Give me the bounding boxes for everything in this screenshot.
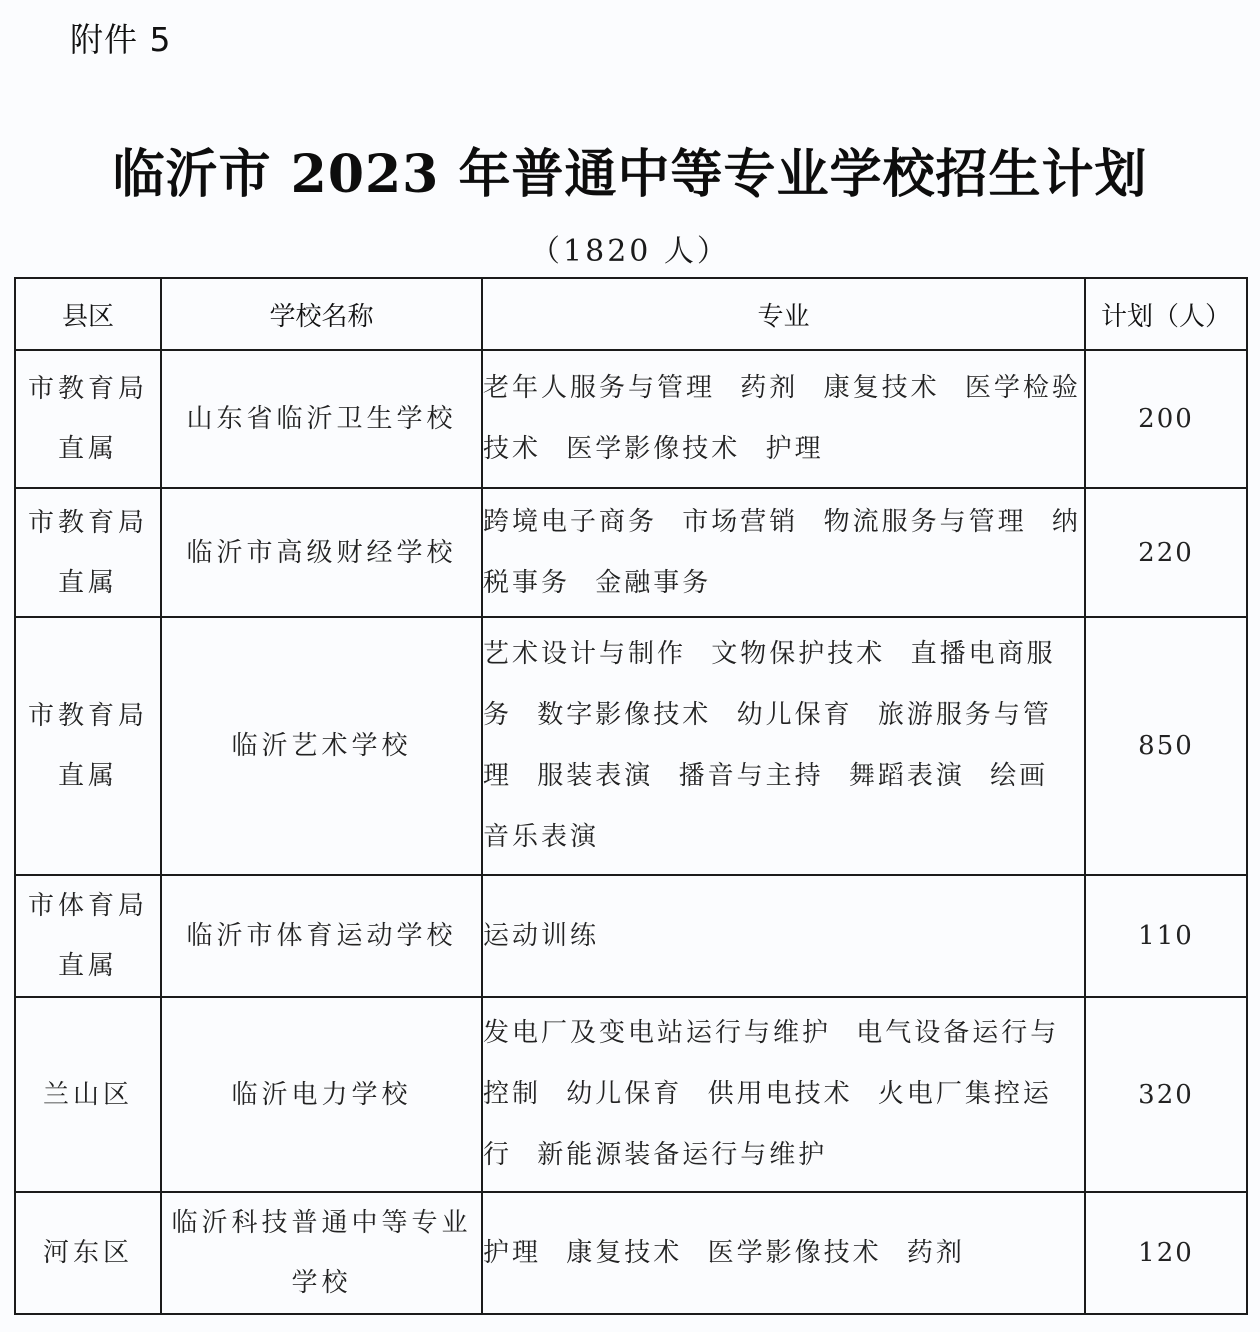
total-enrollment: （1820 人）: [530, 234, 730, 269]
table-row: [15, 617, 1247, 875]
table-row: [15, 997, 1247, 1192]
major-item: 护理: [483, 1237, 542, 1268]
major-item: 幼儿保育: [566, 1079, 683, 1109]
header-majors: 专业: [482, 278, 1085, 350]
school-name-cell: 临沂市体育运动学校: [161, 875, 482, 997]
major-item: 老年人服务与管理: [483, 373, 716, 403]
school-name-cell: 临沂艺术学校: [161, 617, 482, 875]
major-item: 播音与主持: [678, 761, 824, 791]
table-row: [15, 488, 1247, 617]
header-county: 县区: [15, 278, 161, 350]
school-name-cell: 临沂电力学校: [161, 997, 482, 1192]
plan-count-cell: 110: [1085, 875, 1247, 997]
county-cell: 市教育局直属: [15, 488, 161, 617]
county-cell: 市教育局直属: [15, 617, 161, 875]
plan-count-cell: 850: [1085, 617, 1247, 875]
header-school-name: 学校名称: [161, 278, 482, 350]
enrollment-plan-table: [14, 277, 1248, 1315]
table-row: [15, 875, 1247, 997]
major-item: 新能源装备运行与维护: [537, 1140, 828, 1170]
majors-cell: [482, 350, 1085, 488]
school-name-cell: 山东省临沂卫生学校: [161, 350, 482, 488]
majors-cell: [482, 997, 1085, 1192]
majors-cell: [482, 488, 1085, 617]
major-item: 医学影像技术: [707, 1237, 882, 1268]
major-item: 服装表演: [537, 761, 654, 791]
table-header-row: [15, 278, 1247, 350]
majors-cell: [482, 1192, 1085, 1314]
county-cell: 兰山区: [15, 997, 161, 1192]
major-item: 药剂: [740, 373, 799, 403]
table-row: [15, 350, 1247, 488]
major-item: 音乐表演: [483, 822, 600, 852]
school-name-cell: 临沂市高级财经学校: [161, 488, 482, 617]
major-item: 康复技术: [566, 1237, 683, 1268]
major-item: 旅游服务与管理: [483, 700, 1052, 791]
major-item: 火电厂集控运行: [483, 1079, 1052, 1170]
major-item: 护理: [765, 434, 824, 464]
major-item: 医学检验技术: [483, 373, 1081, 464]
plan-count-cell: 320: [1085, 997, 1247, 1192]
county-cell: 河东区: [15, 1192, 161, 1314]
major-item: 艺术设计与制作: [483, 639, 687, 669]
header-plan: 计划（人）: [1085, 278, 1247, 350]
plan-count-cell: 220: [1085, 488, 1247, 617]
major-item: 绘画: [990, 761, 1049, 791]
major-item: 文物保护技术: [711, 639, 886, 669]
county-cell: 市体育局直属: [15, 875, 161, 997]
major-item: 发电厂及变电站运行与维护: [483, 1018, 832, 1048]
attachment-label: 附件 5: [70, 20, 172, 59]
major-item: 康复技术: [823, 373, 940, 403]
document-title: 临沂市 2023 年普通中等专业学校招生计划: [112, 144, 1148, 205]
major-item: 运动训练: [483, 920, 600, 951]
major-item: 医学影像技术: [566, 434, 741, 464]
major-item: 供用电技术: [707, 1079, 853, 1109]
plan-count-cell: 200: [1085, 350, 1247, 488]
major-item: 舞蹈表演: [848, 761, 965, 791]
major-item: 数字影像技术: [537, 700, 712, 730]
major-item: 市场营销: [682, 506, 799, 537]
table-row: [15, 1192, 1247, 1314]
major-item: 药剂: [906, 1237, 965, 1268]
major-item: 纳税事务: [483, 506, 1081, 598]
major-item: 物流服务与管理: [823, 506, 1027, 537]
majors-cell: [482, 617, 1085, 875]
school-name-cell: 临沂科技普通中等专业学校: [161, 1192, 482, 1314]
plan-count-cell: 120: [1085, 1192, 1247, 1314]
major-item: 幼儿保育: [736, 700, 853, 730]
major-item: 金融事务: [595, 567, 712, 598]
major-item: 电气设备运行与控制: [483, 1018, 1060, 1109]
county-cell: 市教育局直属: [15, 350, 161, 488]
major-item: 跨境电子商务: [483, 506, 658, 537]
majors-cell: [482, 875, 1085, 997]
major-item: 直播电商服务: [483, 639, 1056, 730]
